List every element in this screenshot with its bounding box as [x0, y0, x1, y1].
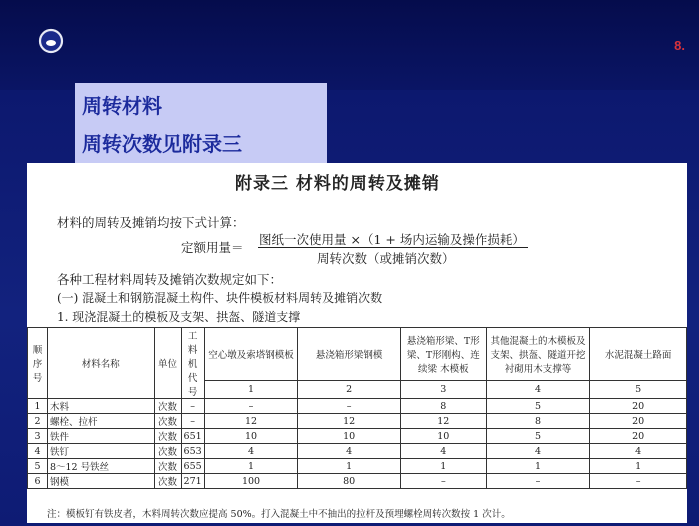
table-row: [28, 399, 687, 414]
cell-unit: 次数: [154, 444, 181, 459]
cell-seq: 2: [28, 414, 48, 429]
cell-value: 4: [400, 444, 486, 459]
cell-value: 80: [298, 474, 401, 489]
header-name: 材料名称: [47, 328, 154, 399]
table-row: [28, 429, 687, 444]
header-c5: 水泥混凝土路面: [590, 328, 687, 381]
cell-value: 4: [298, 444, 401, 459]
cell-value: 20: [590, 414, 687, 429]
cell-unit: 次数: [154, 414, 181, 429]
table-row: [28, 474, 687, 489]
cell-value: –: [298, 399, 401, 414]
header-c4: 其他混凝土的木模板及支架、拱盔、隧道开挖衬砌用木支撑等: [486, 328, 590, 381]
circle-logo-icon: [38, 28, 64, 54]
cell-value: 1: [486, 459, 590, 474]
cell-name: 铁钉: [47, 444, 154, 459]
cell-value: 1: [298, 459, 401, 474]
cell-value: 12: [400, 414, 486, 429]
cell-value: 12: [298, 414, 401, 429]
cell-name: 8～12 号铁丝: [47, 459, 154, 474]
cell-code: 655: [181, 459, 204, 474]
header-unit: 单位: [154, 328, 181, 399]
cell-seq: 4: [28, 444, 48, 459]
cell-value: 100: [204, 474, 298, 489]
cell-value: 4: [204, 444, 298, 459]
table-row: [28, 459, 687, 474]
subsection-heading: 1. 现浇混凝土的模板及支架、拱盔、隧道支撑: [57, 310, 301, 324]
formula-denominator: 周转次数（或摊销次数）: [317, 251, 455, 266]
cell-unit: 次数: [154, 459, 181, 474]
cell-value: 1: [590, 459, 687, 474]
cell-code: –: [181, 414, 204, 429]
material-table: [27, 327, 687, 489]
cell-name: 铁件: [47, 429, 154, 444]
header-c2: 悬浇箱形梁钢模: [298, 328, 401, 381]
col-number: 1: [204, 380, 298, 398]
formula-left: 定额用量＝: [181, 240, 244, 255]
header-seq: 顺序号: [28, 328, 48, 399]
col-number: 4: [486, 380, 590, 398]
cell-unit: 次数: [154, 399, 181, 414]
cell-value: 8: [486, 414, 590, 429]
cell-value: 10: [400, 429, 486, 444]
header-c3: 悬浇箱形梁、T形梁、T形刚构、连续梁 木模板: [400, 328, 486, 381]
section-heading: (一) 混凝土和钢筋混凝土构件、块件模板材料周转及摊销次数: [57, 291, 383, 305]
cell-unit: 次数: [154, 429, 181, 444]
cell-value: 20: [590, 399, 687, 414]
cell-seq: 6: [28, 474, 48, 489]
cell-value: 1: [204, 459, 298, 474]
table-header-row: [28, 328, 687, 381]
cell-value: 10: [298, 429, 401, 444]
cell-code: –: [181, 399, 204, 414]
header-c1: 空心墩及索塔钢模板: [204, 328, 298, 381]
cell-name: 钢模: [47, 474, 154, 489]
doc-title: 附录三 材料的周转及摊销: [235, 174, 440, 194]
page-number: 8.: [674, 38, 685, 53]
title-line-1: 周转材料: [82, 94, 162, 118]
cell-value: –: [486, 474, 590, 489]
fraction-bar: [258, 247, 528, 248]
title-line-2: 周转次数见附录三: [82, 132, 242, 156]
cell-value: 20: [590, 429, 687, 444]
cell-value: 1: [400, 459, 486, 474]
formula-numerator: 图纸一次使用量 ×（1 + 场内运输及操作损耗）: [259, 232, 525, 247]
cell-seq: 3: [28, 429, 48, 444]
cell-value: 5: [486, 429, 590, 444]
cell-code: 651: [181, 429, 204, 444]
table-row: [28, 444, 687, 459]
cell-name: 螺栓、拉杆: [47, 414, 154, 429]
cell-code: 271: [181, 474, 204, 489]
cell-name: 木料: [47, 399, 154, 414]
col-number: 2: [298, 380, 401, 398]
cell-value: –: [400, 474, 486, 489]
cell-unit: 次数: [154, 474, 181, 489]
cell-value: 4: [486, 444, 590, 459]
cell-code: 653: [181, 444, 204, 459]
document-image: [27, 163, 687, 523]
table-row: [28, 414, 687, 429]
rules-intro: 各种工程材料周转及摊销次数规定如下：: [57, 272, 283, 287]
intro-text: 材料的周转及摊销均按下式计算：: [57, 215, 245, 230]
cell-value: 4: [590, 444, 687, 459]
col-number: 5: [590, 380, 687, 398]
header-band: [0, 0, 699, 90]
cell-value: –: [590, 474, 687, 489]
cell-value: 5: [486, 399, 590, 414]
header-code: 工料机代号: [181, 328, 204, 399]
cell-value: 8: [400, 399, 486, 414]
cell-value: –: [204, 399, 298, 414]
title-box: [75, 83, 327, 163]
cell-value: 12: [204, 414, 298, 429]
table-footnote: 注：模板钉有铁皮者，木料周转次数应提高 50%。打入混凝土中不抽出的拉杆及预埋螺栓周转次数按 1 次计。: [47, 509, 511, 520]
cell-seq: 1: [28, 399, 48, 414]
cell-value: 10: [204, 429, 298, 444]
col-number: 3: [400, 380, 486, 398]
cell-seq: 5: [28, 459, 48, 474]
